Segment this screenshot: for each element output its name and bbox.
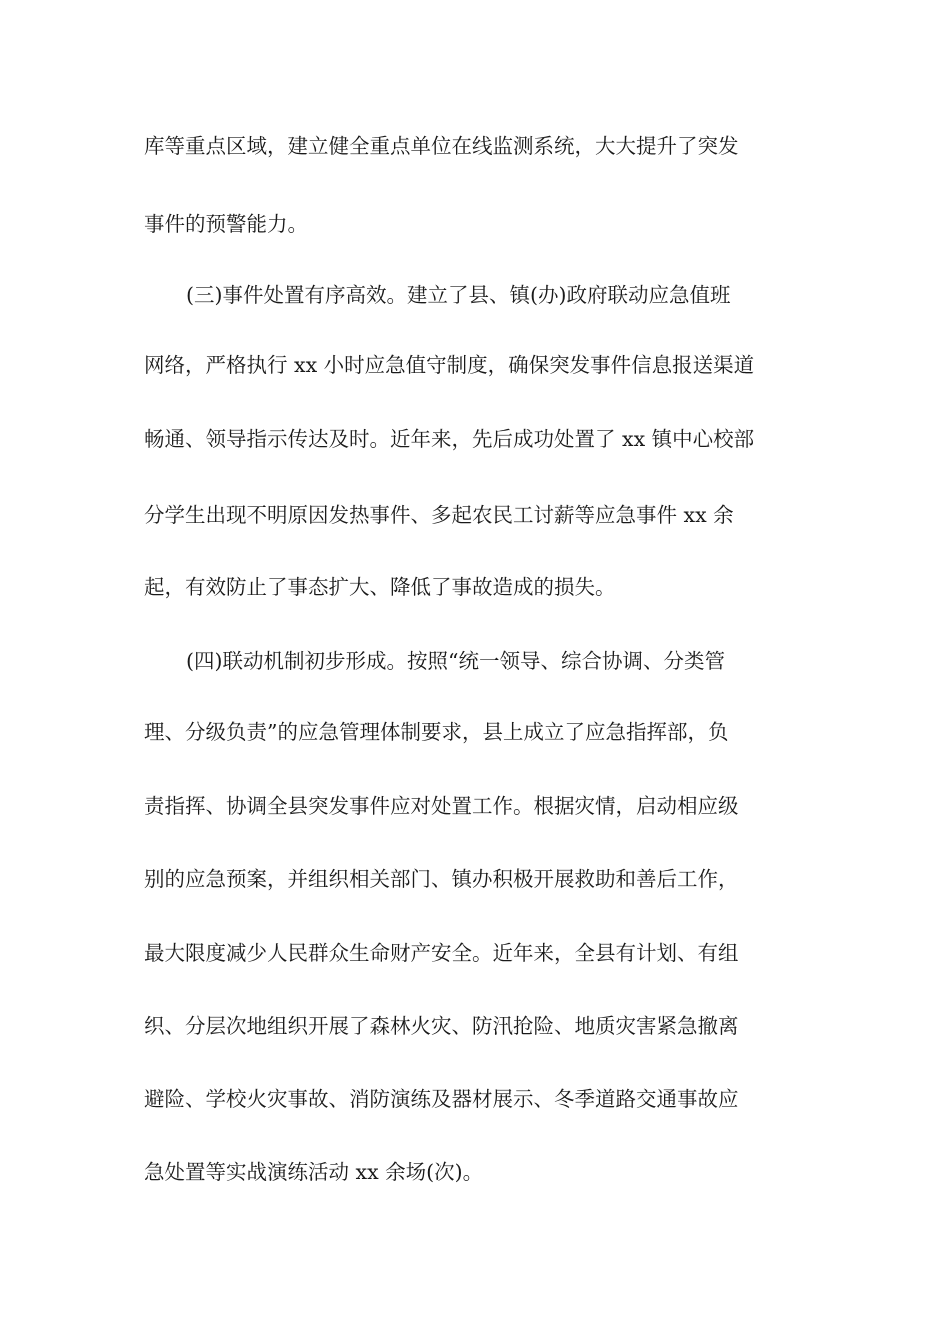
text-line: 库等重点区域，建立健全重点单位在线监测系统，大大提升了突发 — [144, 134, 739, 158]
text-line: 理、分级负责”的应急管理体制要求，县上成立了应急指挥部，负 — [144, 720, 729, 744]
text-line: 起，有效防止了事态扩大、降低了事故造成的损失。 — [144, 575, 616, 599]
text-line: 避险、学校火灾事故、消防演练及器材展示、冬季道路交通事故应 — [144, 1087, 739, 1111]
text-line: 织、分层次地组织开展了森林火灾、防汛抢险、地质灾害紧急撤离 — [144, 1014, 739, 1038]
paragraph-heading-3: (三)事件处置有序高效。建立了县、镇(办)政府联动应急值班 — [186, 283, 731, 307]
text-line: 别的应急预案，并组织相关部门、镇办积极开展救助和善后工作， — [144, 867, 739, 891]
text-line: 责指挥、协调全县突发事件应对处置工作。根据灾情，启动相应级 — [144, 794, 739, 818]
text-line: 网络，严格执行 xx 小时应急值守制度，确保突发事件信息报送渠道 — [144, 353, 755, 377]
text-line: 急处置等实战演练活动 xx 余场(次)。 — [144, 1160, 484, 1184]
text-line: 畅通、领导指示传达及时。近年来，先后成功处置了 xx 镇中心校部 — [144, 427, 755, 451]
paragraph-heading-4: (四)联动机制初步形成。按照“统一领导、综合协调、分类管 — [186, 649, 725, 673]
text-line: 事件的预警能力。 — [144, 212, 308, 236]
text-line: 最大限度减少人民群众生命财产安全。近年来，全县有计划、有组 — [144, 941, 739, 965]
text-line: 分学生出现不明原因发热事件、多起农民工讨薪等应急事件 xx 余 — [144, 503, 734, 527]
